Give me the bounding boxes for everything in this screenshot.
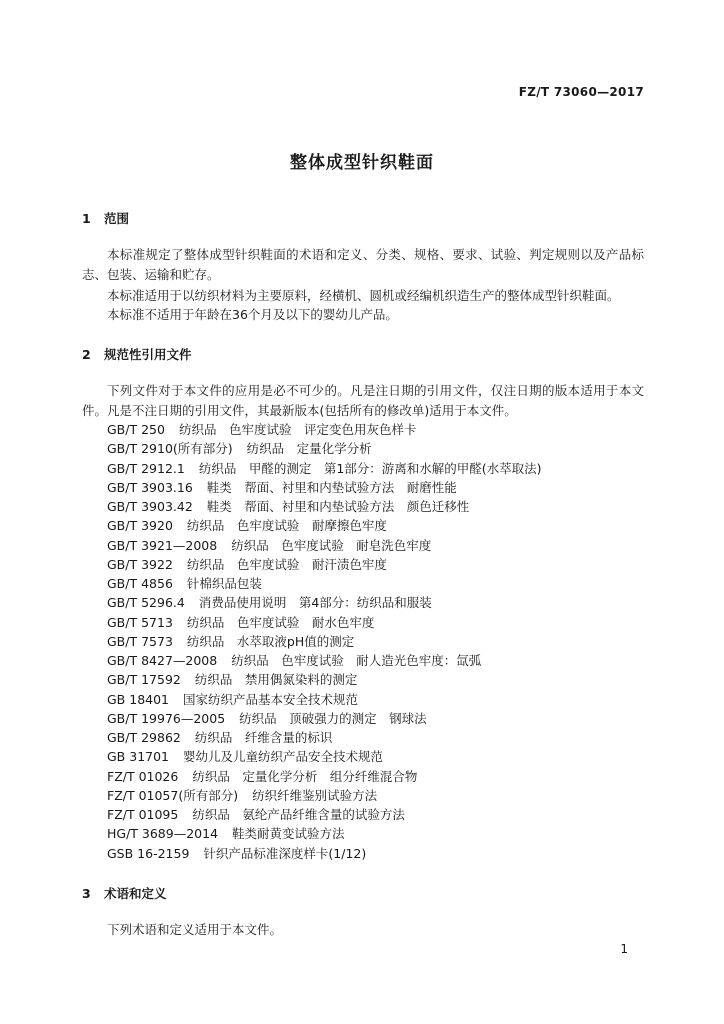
reference-code: GB/T 17592 — [107, 672, 181, 688]
reference-item — [107, 420, 647, 439]
normative-refs-intro: 下列文件对于本文件的应用是必不可少的。凡是注日期的引用文件，仅注日期的版本适用于本文件。凡是不注日期的引用文件，其最新版本(包括所有的修改单)适用于本文件。 — [82, 383, 644, 418]
scope-paragraph-1: 本标准规定了整体成型针织鞋面的术语和定义、分类、规格、要求、试验、判定规则以及产品标志、包装、运输和贮存。 — [82, 247, 644, 282]
reference-title: 纺织品 色牢度试验 耐水色牢度 — [186, 614, 375, 630]
document-title: 整体成型针织鞋面 — [290, 153, 434, 173]
reference-item — [107, 632, 647, 651]
section-normative-refs-heading — [82, 345, 192, 363]
reference-list — [107, 420, 647, 863]
reference-code: GB/T 3920 — [107, 518, 173, 534]
terms-intro: 下列术语和定义适用于本文件。 — [107, 922, 283, 937]
reference-item — [107, 497, 647, 516]
reference-title: 纺织品 定量化学分析 组分纤维混合物 — [192, 768, 418, 784]
reference-title: 纺织品 定量化学分析 — [246, 441, 372, 457]
reference-item — [107, 728, 647, 747]
reference-code: GB/T 250 — [107, 422, 165, 437]
reference-item — [107, 844, 647, 863]
scope-paragraph-2: 本标准适用于以纺织材料为主要原料，经横机、圆机或经编机织造生产的整体成型针织鞋面。 — [107, 288, 620, 303]
reference-title: 纺织品 甲醛的测定 第1部分：游离和水解的甲醛(水萃取法) — [198, 460, 542, 476]
reference-title: 消费品使用说明 第4部分：纺织品和服装 — [198, 595, 432, 611]
reference-item — [107, 574, 647, 593]
reference-item — [107, 786, 647, 805]
section-scope-heading — [82, 209, 129, 227]
reference-code: GB 31701 — [107, 749, 169, 765]
reference-item — [107, 536, 647, 555]
reference-title: 婴幼儿及儿童纺织产品安全技术规范 — [183, 749, 384, 765]
reference-title: 针棉织品包装 — [186, 576, 262, 591]
reference-item — [107, 690, 647, 709]
reference-title: 国家纺织产品基本安全技术规范 — [183, 691, 359, 707]
reference-item — [107, 593, 647, 612]
reference-code: FZ/T 01095 — [107, 807, 179, 822]
reference-title: 纺织纤维鉴别试验方法 — [252, 787, 378, 803]
section-number: 2 — [82, 347, 91, 362]
reference-title: 纺织品 氨纶产品纤维含量的试验方法 — [192, 807, 405, 822]
reference-item — [107, 439, 647, 458]
reference-title: 纺织品 色牢度试验 耐摩擦色牢度 — [186, 518, 387, 534]
reference-title: 纺织品 色牢度试验 耐皂洗色牢度 — [231, 537, 432, 553]
reference-item — [107, 555, 647, 574]
reference-title: 纺织品 禁用偶氮染料的测定 — [194, 672, 358, 688]
reference-item — [107, 516, 647, 535]
reference-code: GB/T 7573 — [107, 633, 173, 649]
reference-item — [107, 613, 647, 632]
section-terms-heading — [82, 884, 167, 902]
page-number: 1 — [620, 942, 628, 956]
reference-code: GB/T 3922 — [107, 556, 173, 572]
reference-code: GB/T 3903.42 — [107, 499, 193, 514]
reference-code: GB/T 19976—2005 — [107, 710, 226, 726]
reference-item — [107, 459, 647, 478]
reference-title: 纺织品 水萃取液pH值的测定 — [186, 633, 355, 649]
reference-item — [107, 670, 647, 689]
reference-title: 鞋类耐黄变试验方法 — [232, 826, 345, 842]
reference-code: GB/T 2912.1 — [107, 460, 185, 476]
reference-code: GB/T 5713 — [107, 614, 173, 630]
scope-paragraph-3: 本标准不适用于年龄在36个月及以下的婴幼儿产品。 — [107, 307, 398, 322]
section-title: 术语和定义 — [104, 886, 167, 901]
reference-code: GB/T 29862 — [107, 730, 181, 745]
reference-item — [107, 478, 647, 497]
reference-item — [107, 767, 647, 786]
section-title: 范围 — [104, 211, 130, 226]
reference-title: 鞋类 帮面、衬里和内垫试验方法 颜色迁移性 — [206, 499, 470, 514]
section-title: 规范性引用文件 — [104, 347, 192, 362]
reference-item — [107, 709, 647, 728]
reference-code: GB 18401 — [107, 691, 169, 707]
reference-title: 纺织品 顶破强力的测定 钢球法 — [239, 710, 427, 726]
reference-title: 鞋类 帮面、衬里和内垫试验方法 耐磨性能 — [206, 479, 457, 495]
reference-title: 纺织品 色牢度试验 耐汗渍色牢度 — [186, 556, 387, 572]
section-number: 1 — [82, 211, 91, 226]
reference-code: GB/T 8427—2008 — [107, 653, 218, 668]
reference-code: HG/T 3689—2014 — [107, 826, 219, 842]
reference-code: GSB 16-2159 — [107, 845, 190, 861]
reference-code: GB/T 3903.16 — [107, 479, 193, 495]
standard-code: FZ/T 73060—2017 — [518, 85, 644, 99]
reference-title: 纺织品 色牢度试验 评定变色用灰色样卡 — [178, 422, 417, 437]
reference-item — [107, 651, 647, 670]
reference-code: FZ/T 01057(所有部分) — [107, 787, 239, 803]
reference-title: 针织产品标准深度样卡(1/12) — [203, 845, 367, 861]
reference-item — [107, 824, 647, 843]
reference-code: GB/T 4856 — [107, 576, 173, 591]
reference-code: GB/T 5296.4 — [107, 595, 185, 611]
reference-title: 纺织品 纤维含量的标识 — [194, 730, 333, 745]
reference-code: FZ/T 01026 — [107, 768, 179, 784]
reference-code: GB/T 3921—2008 — [107, 537, 218, 553]
section-number: 3 — [82, 886, 91, 901]
reference-title: 纺织品 色牢度试验 耐人造光色牢度：氙弧 — [231, 653, 482, 668]
reference-code: GB/T 2910(所有部分) — [107, 441, 233, 457]
reference-item — [107, 747, 647, 766]
reference-item — [107, 805, 647, 824]
